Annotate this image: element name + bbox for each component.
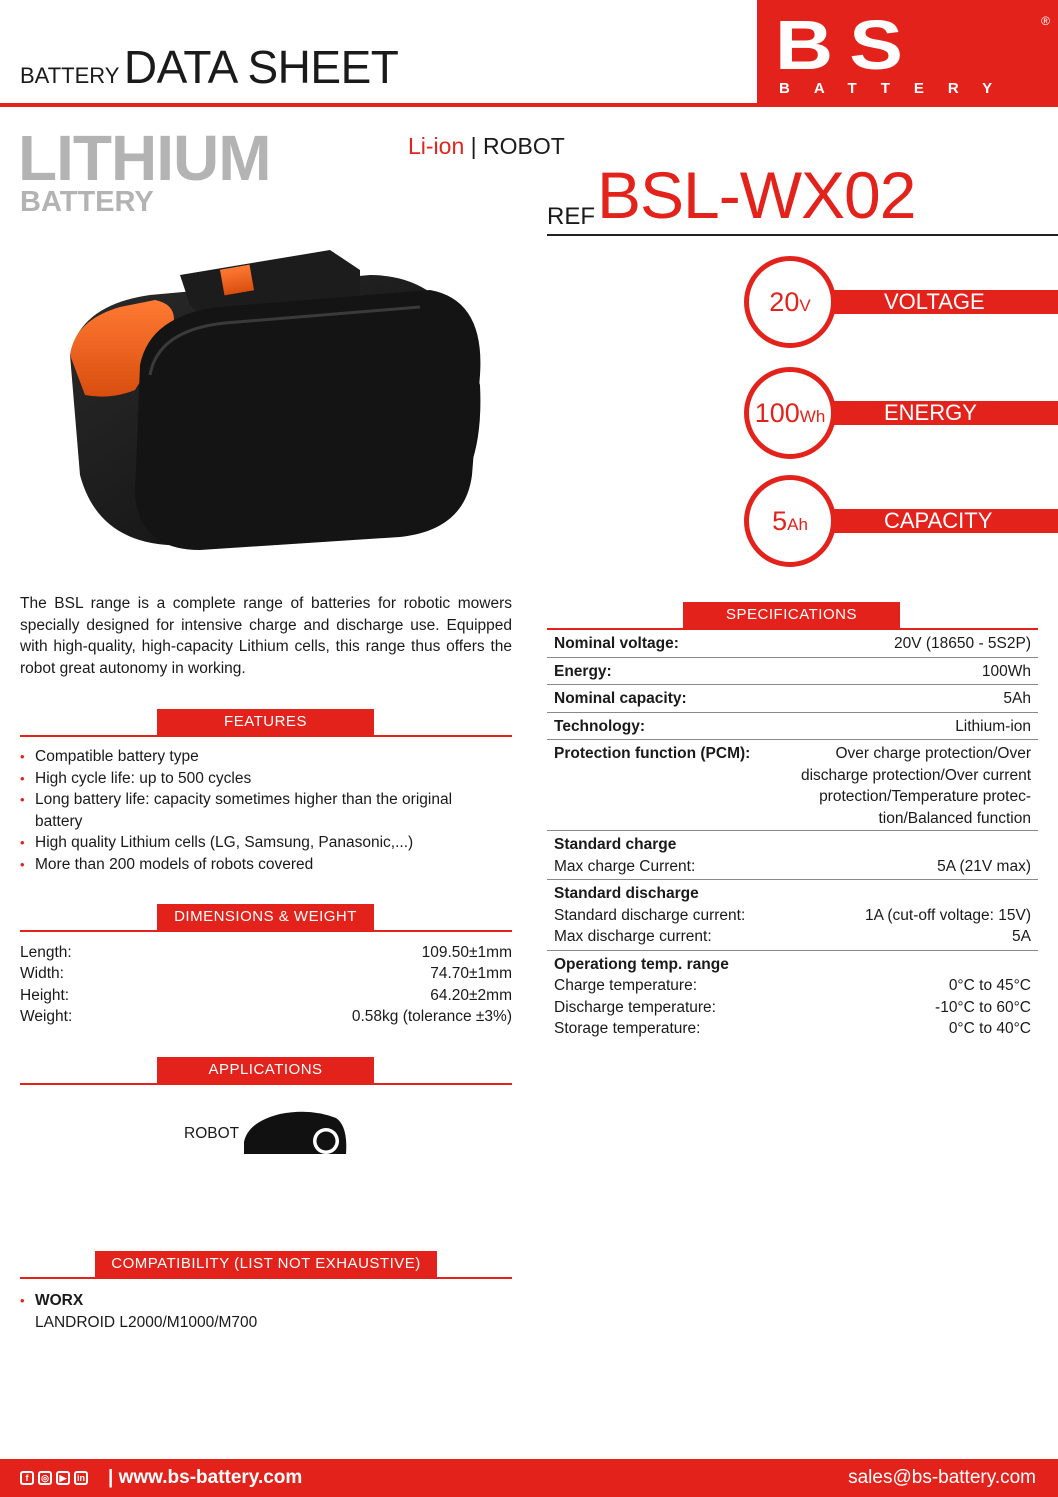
ref-number: BSL-WX02	[597, 158, 916, 232]
chemistry-application	[408, 133, 565, 160]
dimension-row	[20, 942, 512, 964]
footer-separator: |	[108, 1467, 114, 1488]
spec-value: Lithium-ion	[955, 717, 1031, 735]
facebook-icon[interactable]: f	[20, 1471, 34, 1485]
spec-label: Max discharge current:	[554, 928, 712, 945]
energy-value: 100	[754, 397, 800, 428]
list-item: • Long battery life: capacity sometimes higher than the original battery	[20, 789, 490, 832]
capacity-unit: Ah	[787, 515, 808, 534]
spec-value: 5A	[1012, 928, 1031, 945]
spec-label: Technology:	[554, 717, 645, 735]
registered-mark: ®	[1041, 14, 1050, 28]
dimensions-heading: DIMENSIONS & WEIGHT	[157, 904, 374, 930]
features-divider	[20, 735, 512, 737]
capacity-spec	[744, 475, 1058, 567]
category-subtitle: BATTERY	[20, 186, 154, 218]
compatibility-list	[20, 1290, 490, 1333]
spec-label: Storage temperature:	[554, 1020, 701, 1037]
applications-heading: APPLICATIONS	[157, 1057, 374, 1083]
title-big: DATA SHEET	[123, 41, 399, 93]
dimension-label: Length:	[20, 944, 72, 961]
social-icons	[20, 1471, 88, 1485]
spec-value: -10°C to 60°C	[935, 998, 1031, 1016]
spec-subrow	[554, 1018, 1031, 1040]
features-list	[20, 746, 490, 875]
voltage-unit: V	[799, 296, 811, 315]
email-link[interactable]: sales@bs-battery.com	[848, 1467, 1036, 1488]
application-type: ROBOT	[483, 133, 565, 159]
energy-label: ENERGY	[884, 400, 977, 425]
compatibility-divider	[20, 1277, 512, 1279]
voltage-value: 20	[769, 286, 800, 317]
list-item: • High cycle life: up to 500 cycles	[20, 768, 490, 790]
energy-spec	[744, 367, 1058, 459]
list-item: • High quality Lithium cells (LG, Samsung, Panasonic,...)	[20, 832, 490, 854]
features-heading: FEATURES	[157, 709, 374, 735]
bs-battery-logo	[757, 0, 1058, 107]
dimension-row	[20, 1006, 512, 1028]
spec-value: 0°C to 45°C	[948, 977, 1031, 994]
capacity-label: CAPACITY	[884, 508, 993, 533]
compat-brand: WORX	[35, 1292, 84, 1309]
specifications-heading: SPECIFICATIONS	[683, 602, 900, 628]
spec-value: 5Ah	[1003, 690, 1031, 707]
logo-subtext: BATTERY	[779, 80, 1017, 97]
ref-label: REF	[547, 203, 595, 230]
application-label: ROBOT	[184, 1125, 240, 1142]
dimension-label: Width:	[20, 965, 64, 982]
spec-value: Over charge protection/Over discharge protection/Over current protection/Temperature protec-tion/Balanced function	[800, 745, 1031, 827]
spec-group-title: Operationg temp. range	[554, 955, 729, 973]
robot-mower-icon	[240, 1108, 350, 1158]
compat-models: LANDROID L2000/M1000/M700	[35, 1313, 258, 1331]
website-text: www.bs-battery.com	[118, 1467, 303, 1488]
table-row	[547, 657, 1038, 685]
spec-subrow	[554, 856, 1031, 878]
battery-product-image	[40, 245, 490, 555]
spec-label: Max charge Current:	[554, 857, 696, 875]
applications-divider	[20, 1083, 512, 1085]
spec-value: 0°C to 40°C	[948, 1020, 1031, 1037]
energy-unit: Wh	[799, 407, 826, 426]
spec-label: Nominal voltage:	[554, 635, 679, 652]
dimension-row	[20, 963, 512, 985]
chemistry: Li-ion	[408, 133, 465, 159]
spec-value: 5A (21V max)	[937, 857, 1031, 875]
spec-subrow	[554, 975, 1031, 997]
document-title	[20, 40, 398, 94]
table-row	[547, 712, 1038, 740]
logo-text: BS	[775, 6, 920, 84]
product-description: The BSL range is a complete range of batteries for robotic mowers specially designed for intensive charge and discharge use. Equipped with high-quality, high-capacity Lithium cells, this range thus offers the robot great autonomy in working.	[20, 595, 512, 677]
energy-ring	[744, 367, 836, 459]
spec-value: 100Wh	[981, 662, 1031, 680]
header-divider	[0, 103, 760, 107]
table-row	[547, 630, 1038, 657]
spec-label: Nominal capacity:	[554, 690, 687, 707]
instagram-icon[interactable]: ◎	[38, 1471, 52, 1485]
spec-group-title: Standard charge	[554, 836, 677, 853]
spec-label: Discharge temperature:	[554, 998, 716, 1016]
spec-value: 1A (cut-off voltage: 15V)	[864, 906, 1031, 924]
spec-label: Charge temperature:	[554, 977, 698, 994]
dimension-value: 64.20±2mm	[430, 987, 512, 1004]
specifications-table	[547, 630, 1038, 1042]
voltage-ring	[744, 256, 836, 348]
chem-separator: |	[470, 133, 477, 159]
spec-group-title: Standard discharge	[554, 885, 699, 902]
voltage-label: VOLTAGE	[884, 289, 985, 314]
title-small: BATTERY	[20, 63, 120, 88]
voltage-spec	[744, 256, 1058, 348]
footer	[0, 1459, 1058, 1497]
dimension-value: 0.58kg (tolerance ±3%)	[351, 1008, 512, 1025]
spec-subrow	[554, 905, 1031, 927]
capacity-ring	[744, 475, 836, 567]
category-title: LITHIUM	[18, 122, 271, 194]
list-item: • Compatible battery type	[20, 746, 490, 768]
dimension-value: 74.70±1mm	[430, 965, 512, 982]
table-row	[547, 830, 1038, 879]
table-row	[547, 950, 1038, 1042]
table-row	[547, 879, 1038, 950]
spec-label: Energy:	[554, 662, 612, 680]
dimensions-divider	[20, 930, 512, 932]
ref-underline	[547, 234, 1058, 236]
dimension-value: 109.50±1mm	[421, 944, 512, 961]
spec-label: Standard discharge current:	[554, 906, 746, 924]
spec-label: Protection function (PCM):	[554, 745, 751, 762]
spec-value: 20V (18650 - 5S2P)	[893, 635, 1031, 652]
table-row	[547, 684, 1038, 712]
list-item	[20, 1290, 490, 1333]
capacity-value: 5	[772, 505, 788, 536]
dimension-label: Height:	[20, 987, 70, 1004]
list-item: • More than 200 models of robots covered	[20, 854, 490, 876]
spec-subrow	[554, 997, 1031, 1019]
dimension-row	[20, 985, 512, 1007]
table-row	[547, 739, 1038, 830]
spec-subrow	[554, 926, 1031, 948]
youtube-icon[interactable]: ▶	[56, 1471, 70, 1485]
linkedin-icon[interactable]: in	[74, 1471, 88, 1485]
compatibility-heading: COMPATIBILITY (LIST NOT EXHAUSTIVE)	[95, 1251, 437, 1277]
dimension-label: Weight:	[20, 1008, 73, 1025]
website-link[interactable]	[108, 1467, 302, 1489]
